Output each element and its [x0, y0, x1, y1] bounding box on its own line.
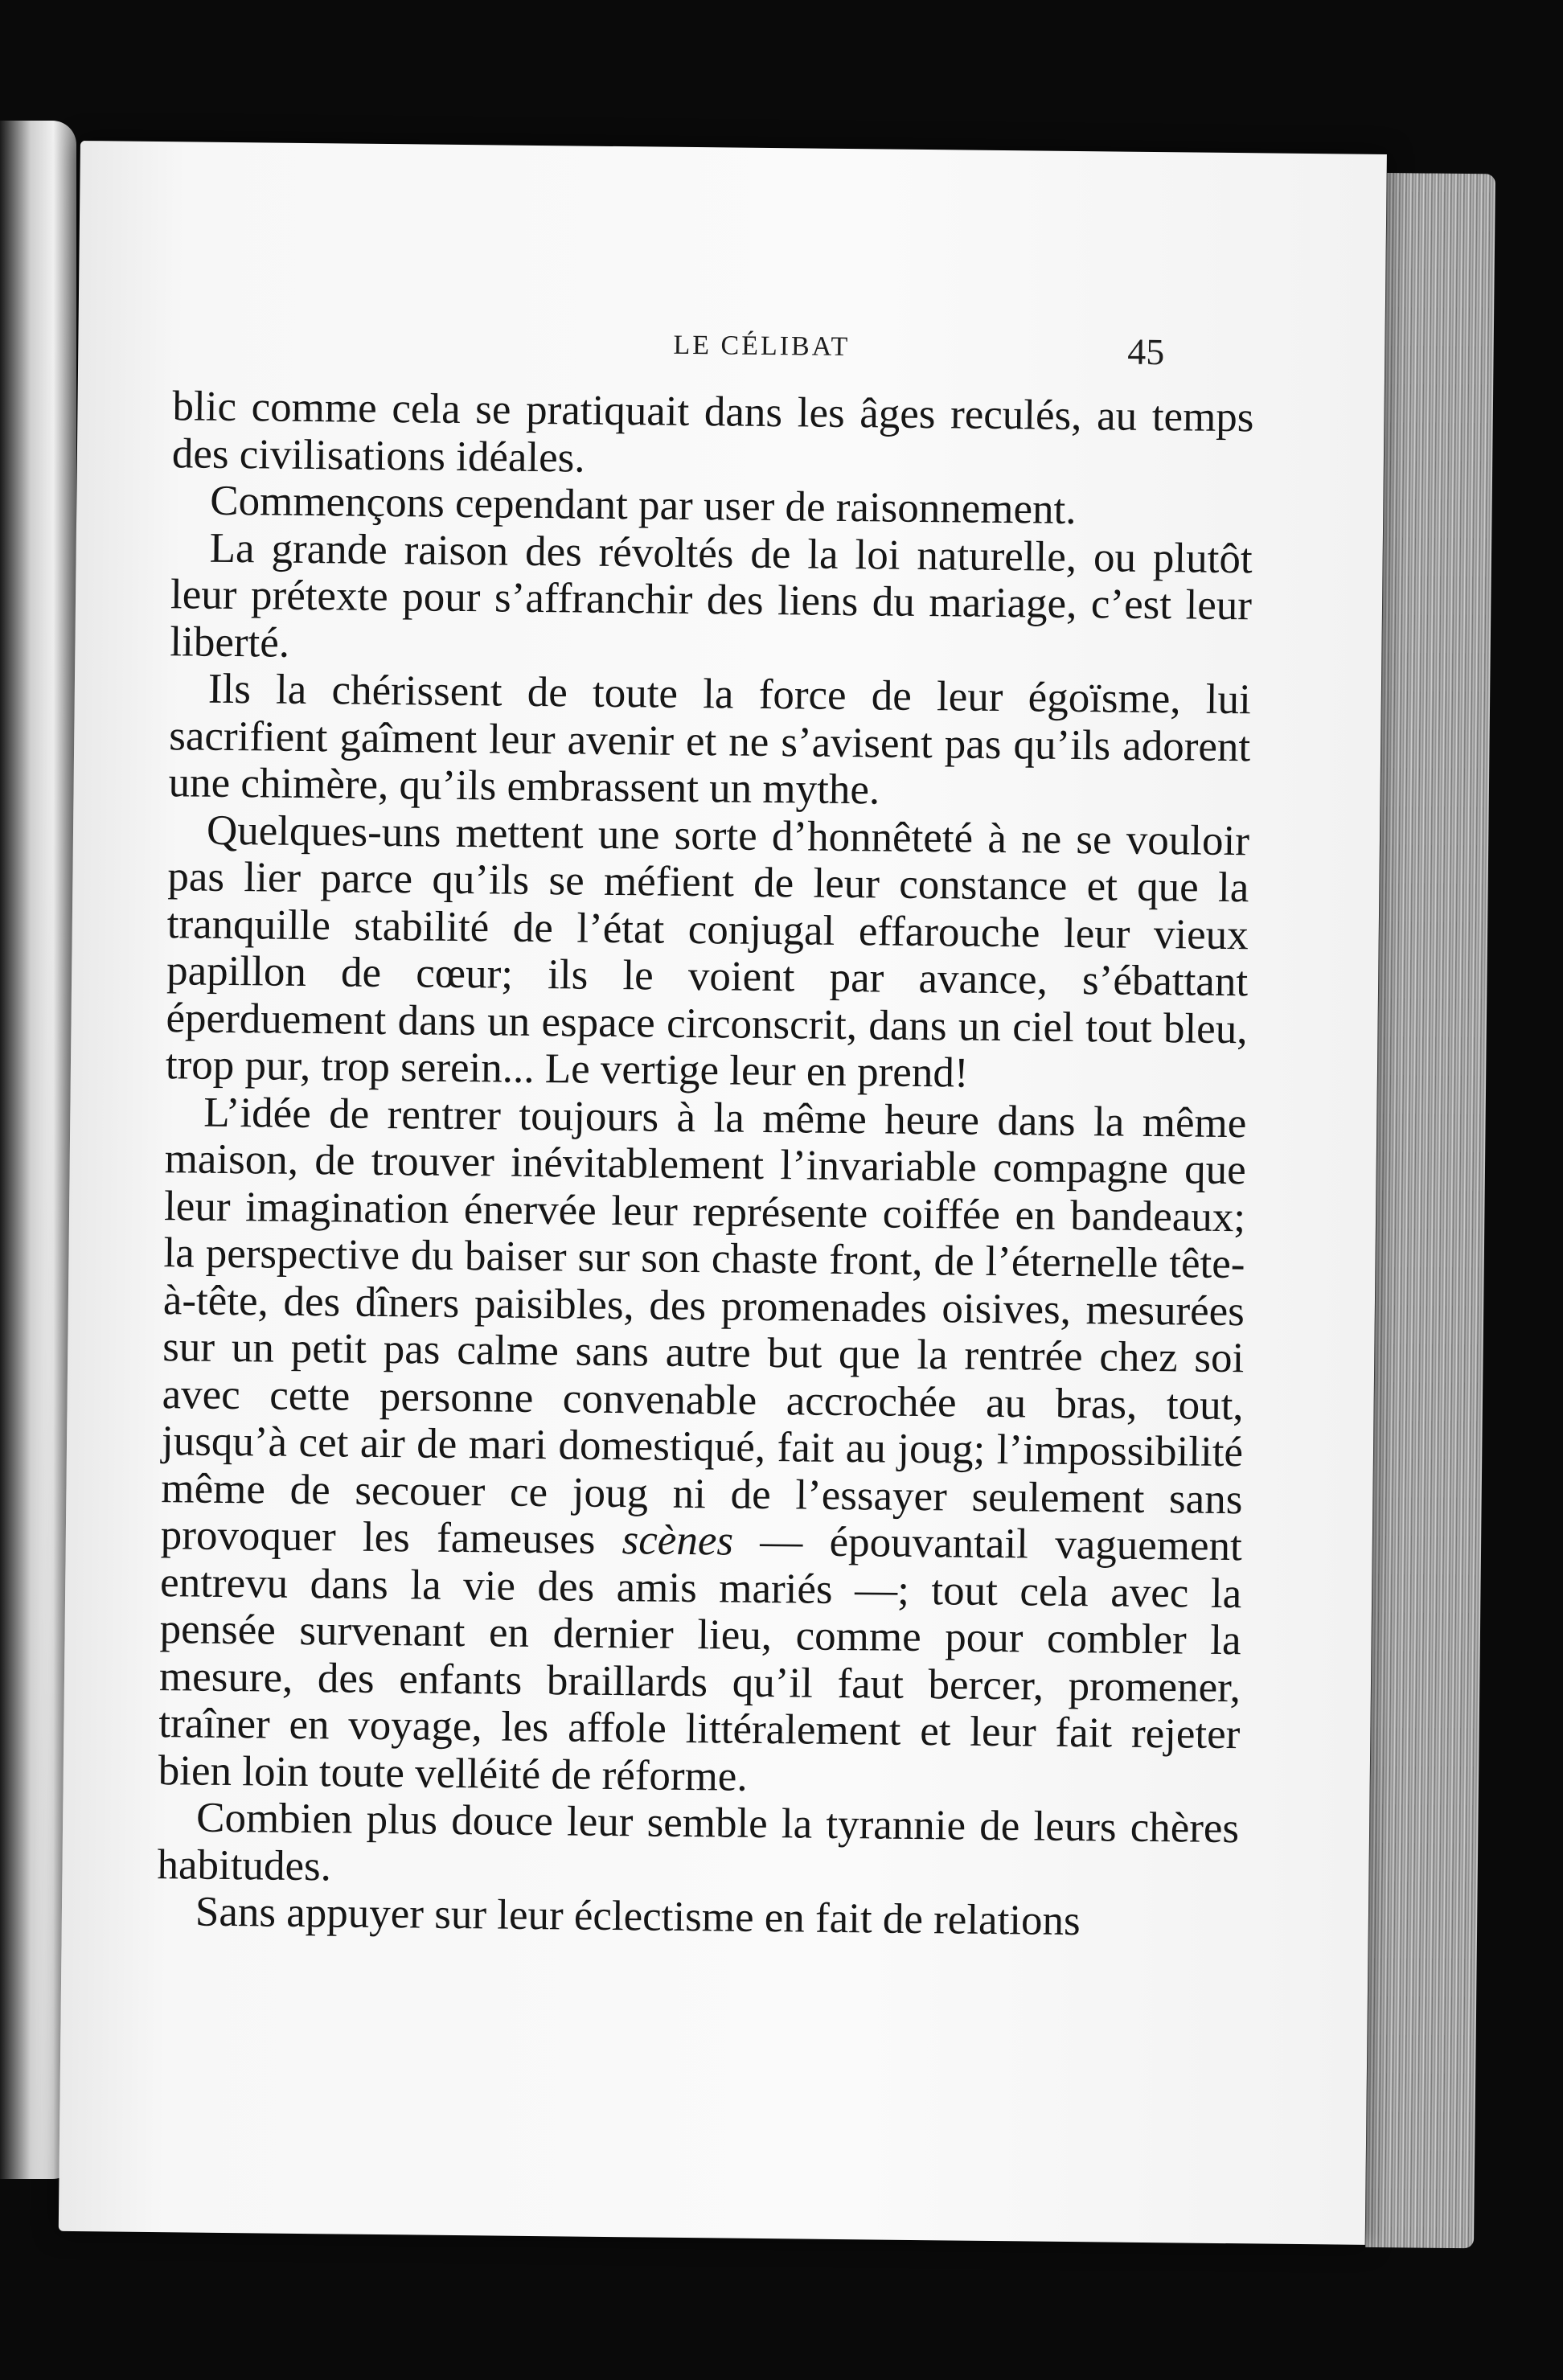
- emphasis-scenes: scènes: [622, 1516, 734, 1565]
- paragraph-5: Quelques-uns mettent une sorte d’honnêteté à ne se vouloir pas lier parce qu’ils se méfient de leur constance et que la tranquille stabilité de l’état conjugal effarouche leur vieux papillon de cœur; ils le voient par avance, s’ébattant éperduement dans un espace circonscrit, dans un ciel tout bleu, trop pur, trop serein... Le vertige leur en prend!: [165, 806, 1250, 1097]
- paragraph-7: Combien plus douce leur semble la tyrannie de leurs chères habitudes.: [157, 1794, 1240, 1890]
- paragraph-2: Commençons cependant par user de raisonnement.: [210, 477, 1077, 533]
- paragraph-6: [158, 1089, 1246, 1806]
- paragraph-6-start: L’idée de rentrer toujours à la même heure dans la même maison, de trouver inévitablement l’invariable compagne que leur imagination énervée leur représente coiffée en bandeaux; la perspective du baiser sur son chaste front, de l’éternelle tête-à-tête, des dîners paisibles, des promenades oisives, mesurées sur un petit pas calme sans autre but que la rentrée chez soi avec cette personne convenable accrochée au bras, tout, jusqu’à cet air de mari domestiqué, fait au joug; l’impossibilité même de secouer ce joug ni de l’essayer seulement sans provoquer les fameuses: [160, 1089, 1247, 1564]
- paragraph-4: Ils la chérissent de toute la force de leur égoïsme, lui sacrifient gaîment leur avenir et ne s’avisent pas qu’ils adorent une chimère, qu’ils embrassent un mythe.: [168, 665, 1252, 814]
- page-block-edges: [1365, 173, 1495, 2248]
- paragraph-6-end: — épouvantail vaguement entrevu dans la vie des amis mariés —; tout cela avec la pensée survenant en dernier lieu, comme pour combler la mesure, des enfants braillards qu’il faut bercer, promener, traîner en voyage, les affole littéralement et leur fait rejeter bien loin toute velléité de réforme.: [158, 1517, 1243, 1800]
- page-number: 45: [1127, 330, 1165, 373]
- paragraph-1: blic comme cela se pratiquait dans les âges reculés, au temps des civilisations idéales.: [171, 383, 1254, 482]
- body-text: [157, 383, 1254, 1946]
- paragraph-3: La grande raison des révoltés de la loi naturelle, ou plutôt leur prétexte pour s’affranchir des liens du mariage, c’est leur liberté.: [170, 524, 1253, 667]
- book-page: [59, 141, 1387, 2245]
- paragraph-8: Sans appuyer sur leur éclectisme en fait de relations: [195, 1888, 1081, 1945]
- running-head: LE CÉLIBAT: [673, 330, 851, 363]
